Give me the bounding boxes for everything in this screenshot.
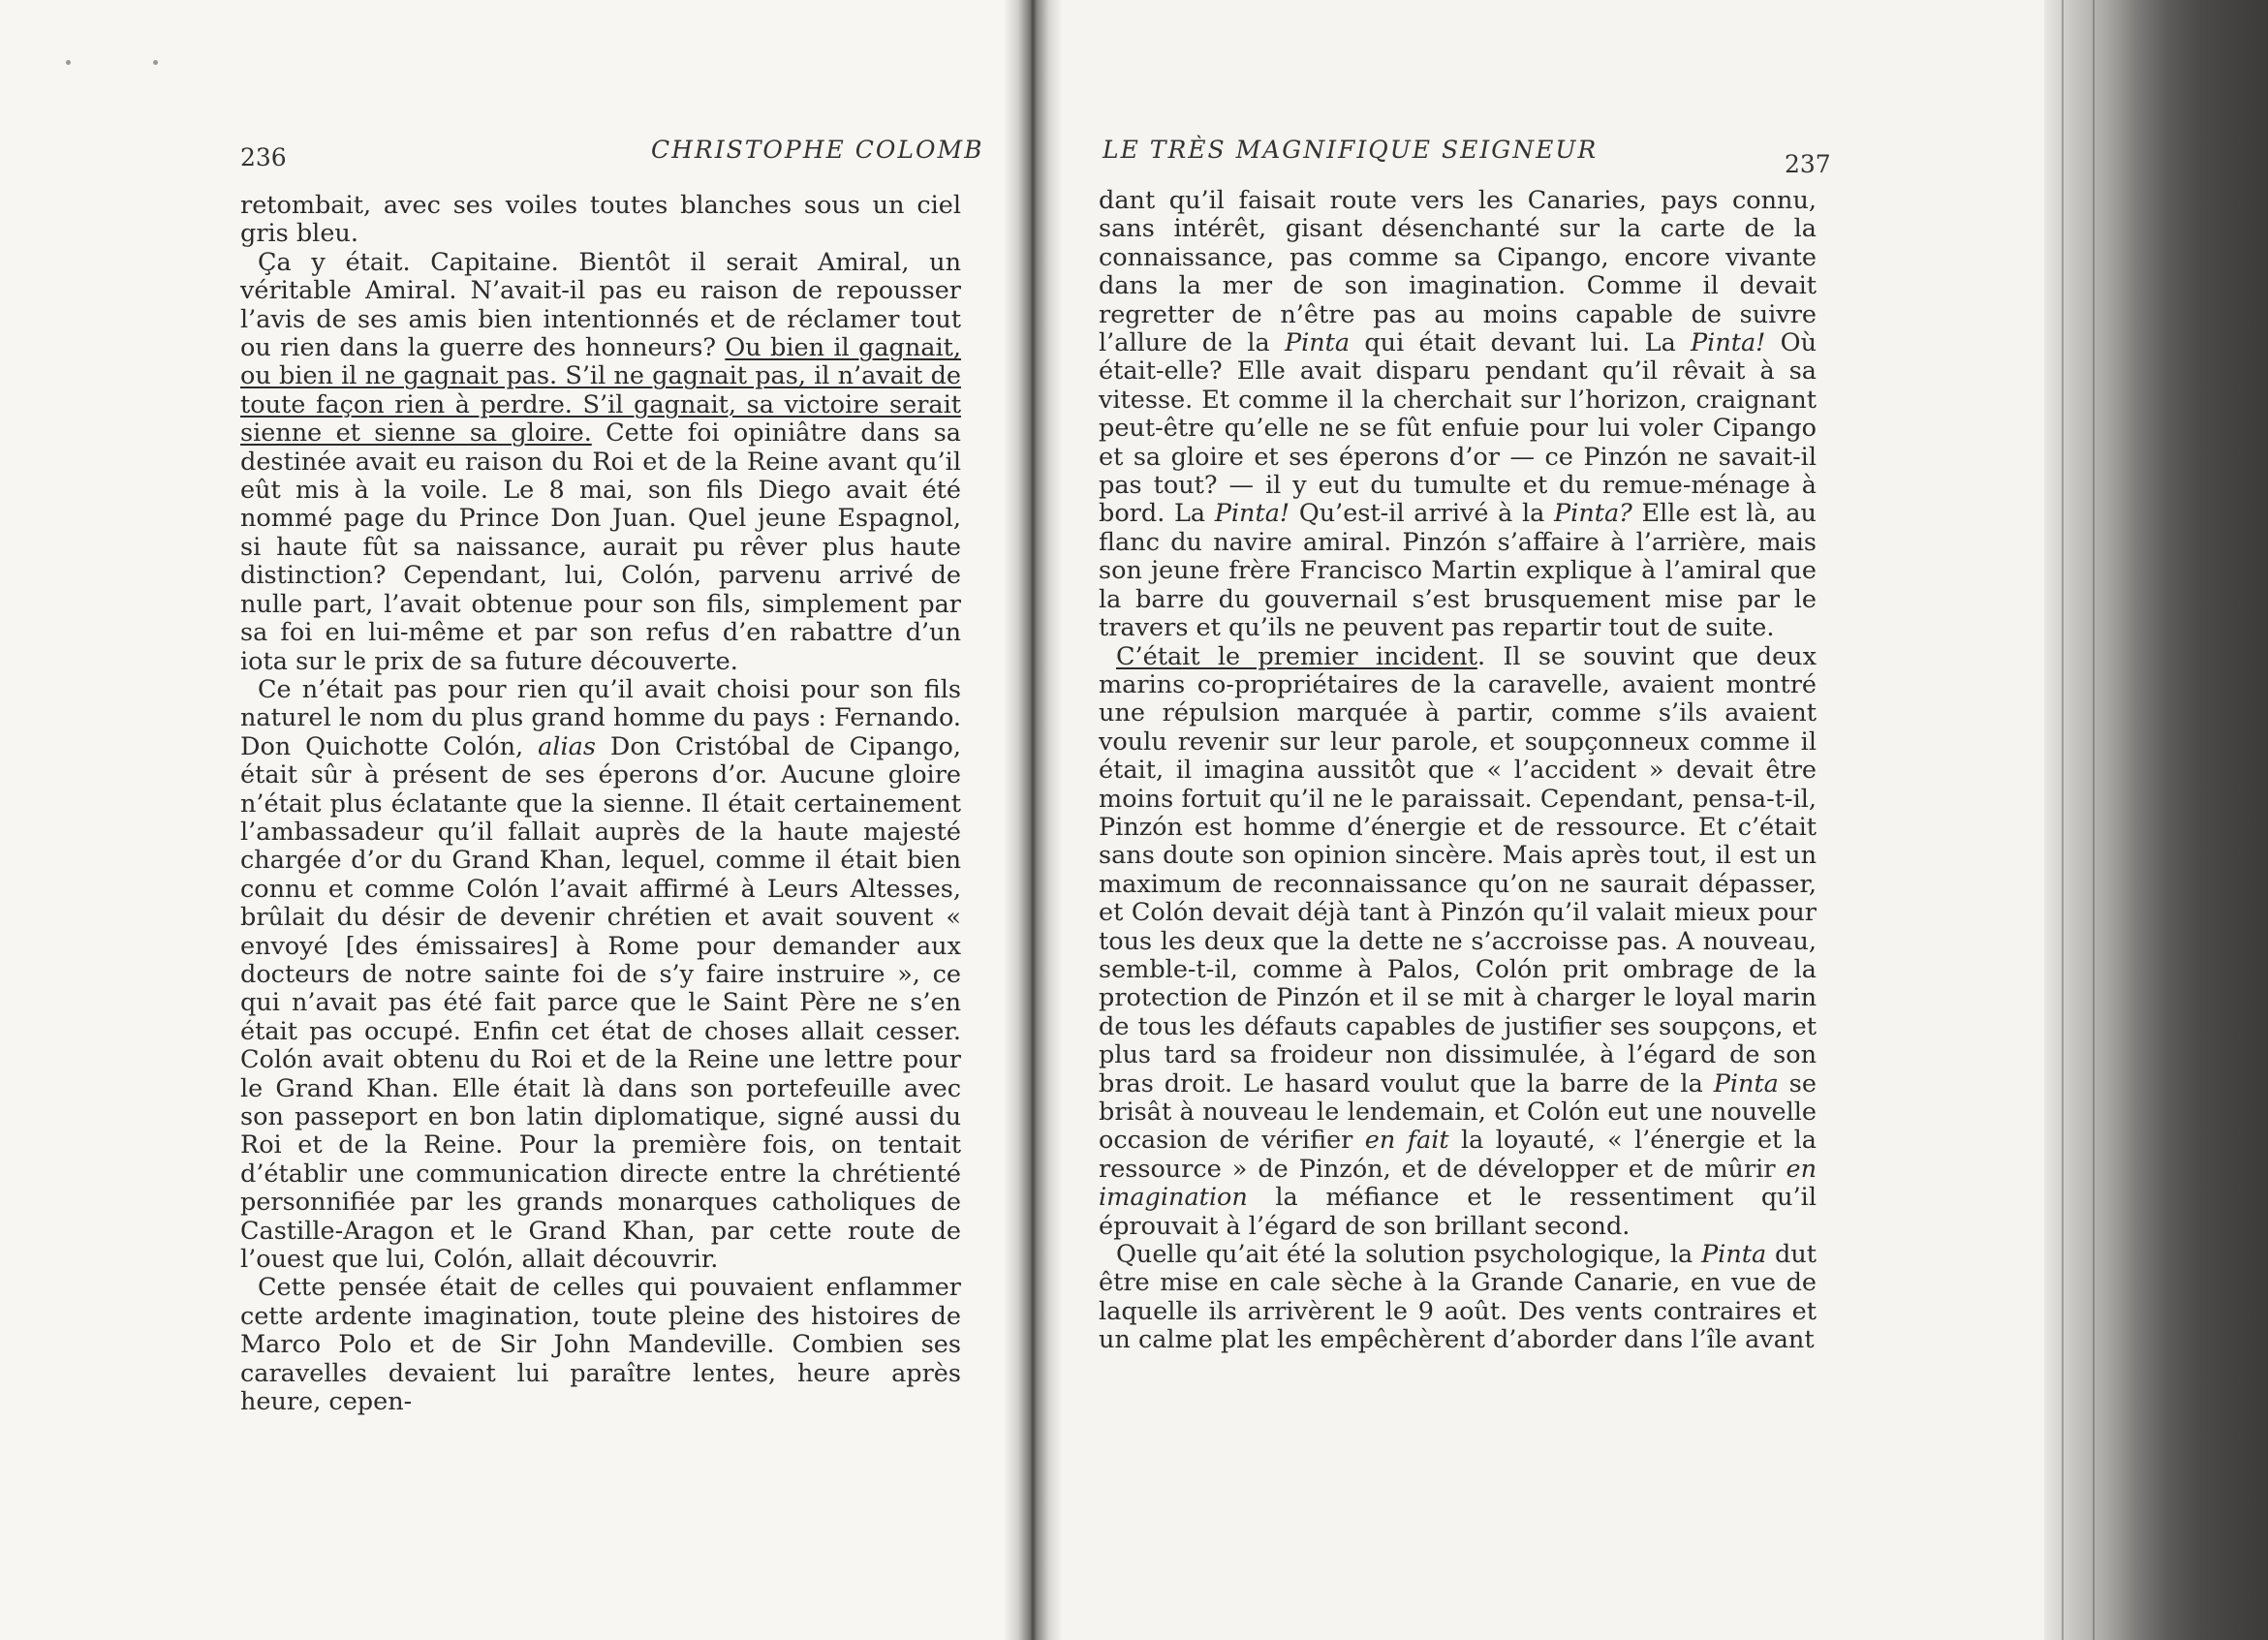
right-page-number: 237 [1785,150,1831,178]
page-edge-line [2093,0,2095,1640]
text-run: . Il se souvint que deux marins co-propriétaires de la caravelle, avaient montré une répulsion marquée à partir, comme s’ils avaient voulu revenir sur leur parole, et soupçonneux comme il était, il imagina aussitôt que « l’accident » devait être moins fortuit qu’il ne le paraissait. Cependant, pensa-t-il, Pinzón est homme d’énergie et de ressource. Et c’était sans doute son opinion sincère. Mais après tout, il est un maximum de reconnaissance qu’on ne saurait dépasser, et Colón devait déjà tant à Pinzón qu’il valait mieux pour tous les deux que la dette ne s’accroisse pas. A nouveau, semble-t-il, comme à Palos, Colón prit ombrage de la protection de Pinzón et il se mit à charger le loyal marin de tous les défauts capables de justifier ses soupçons, et plus tard sa froideur non dissimulée, à l’égard de son bras droit. Le hasard voulut que la barre de la [1099,641,1817,1098]
italic-text: Pinta! [1214,499,1290,529]
scan-speck [153,60,158,65]
italic-text: en imagination [1099,1154,1817,1213]
scan-speck [66,60,71,65]
paragraph [240,192,961,249]
left-body-text [240,192,961,1416]
page-edge-shadow [2044,0,2268,1640]
book-gutter [1004,0,1062,1640]
text-run: Où était-elle? Elle avait disparu pendant qu’il rêvait à sa vitesse. Et comme il la cherchait sur l’horizon, craignant peut-être qu’elle ne se fût enfuie pour lui voler Cipango et sa gloire et ses éperons d’or — ce Pinzón ne savait-il pas tout? — il y eut du tumulte et du remue-ménage à bord. La [1099,328,1817,529]
paragraph [1099,187,1817,643]
italic-text: en fait [1364,1126,1449,1156]
text-run: Qu’est-il arrivé à la [1289,499,1554,529]
text-run: dut être mise en cale sèche à la Grande Canarie, en vue de laquelle ils arrivèrent le 9 août. Des vents contraires et un calme plat les empêchèrent d’aborder dans l’île avant [1099,1240,1817,1355]
text-run: retombait, avec ses voiles toutes blanches sous un ciel gris bleu. [240,191,961,249]
left-page-number: 236 [240,143,287,171]
text-run: Cette pensée était de celles qui pouvaient enflammer cette ardente imagination, toute pleine des histoires de Marco Polo et de Sir John Mandeville. Combien ses caravelles devaient lui paraître lentes, heure après heure, cepen- [240,1273,961,1417]
paragraph [240,249,961,676]
right-running-head: LE TRÈS MAGNIFIQUE SEIGNEUR [1103,136,1599,164]
italic-text: Pinta [1284,328,1351,358]
right-body-text [1099,187,1817,1355]
italic-text: Pinta! [1691,328,1766,358]
page-edge-line [2062,0,2064,1640]
italic-text: Pinta [1713,1068,1779,1098]
underlined-text: Ou bien il gagnait, ou bien il ne gagnait pas. S’il ne gagnait pas, il n’avait de toute façon rien à perdre. S’il gagnait, sa victoire serait sienne et sienne sa gloire. [240,333,961,449]
text-run: Quelle qu’ait été la solution psychologique, la [1116,1240,1702,1270]
italic-text: Pinta? [1554,499,1632,529]
text-run: Ça y était. Capitaine. Bientôt il serait Amiral, un véritable Amiral. N’avait-il pas eu raison de repousser l’avis de ses amis bien intentionnés et de réclamer tout ou rien dans la guerre des honneurs? [240,247,961,363]
paragraph [1099,643,1817,1242]
text-run: la loyauté, « l’énergie et la ressource » de Pinzón, et de développer et de mûrir [1099,1126,1817,1184]
paragraph [240,1274,961,1416]
text-run: dant qu’il faisait route vers les Canaries, pays connu, sans intérêt, gisant désenchanté sur la carte de la connaissance, pas comme sa Cipango, encore vivante dans la mer de son imagination. Comme il devait regretter de n’être pas au moins capable de suivre l’allure de la [1099,186,1817,358]
left-running-head: CHRISTOPHE COLOMB [651,136,984,164]
italic-text: Pinta [1701,1240,1767,1270]
text-run: Cette foi opiniâtre dans sa destinée avait eu raison du Roi et de la Reine avant qu’il eût mis à la voile. Le 8 mai, son fils Diego avait été nommé page du Prince Don Juan. Quel jeune Espagnol, si haute fût sa naissance, aurait pu rêver plus haute distinction? Cependant, lui, Colón, parvenu arrivé de nulle part, l’avait obtenue pour son fils, simplement par sa foi en lui-même et par son refus d’en rabattre d’un iota sur le prix de sa future découverte. [240,418,961,676]
text-run: Ce n’était pas pour rien qu’il avait choisi pour son fils naturel le nom du plus grand homme du pays : Fernando. Don Quichotte Colón, [240,674,961,761]
paragraph [1099,1241,1817,1355]
underlined-text: C’était le premier incident [1116,641,1477,671]
italic-text: alias [538,731,596,761]
text-run: se brisât à nouveau le lendemain, et Colón eut une nouvelle occasion de vérifier [1099,1068,1817,1156]
text-run: Elle est là, au flanc du navire amiral. Pinzón s’affaire à l’arrière, mais son jeune frère Francisco Martin explique à l’amiral que la barre du gouvernail s’est brusquement mise par le travers et qu’ils ne peuvent pas repartir tout de suite. [1099,499,1817,643]
text-run: qui était devant lui. La [1350,328,1691,358]
paragraph [240,676,961,1275]
text-run: Don Cristóbal de Cipango, était sûr à présent de ses éperons d’or. Aucune gloire n’était plus éclatante que la sienne. Il était certainement l’ambassadeur qu’il fallait auprès de la haute majesté chargée d’or du Grand Khan, lequel, comme il était bien connu et comme Colón l’avait affirmé à Leurs Altesses, brûlait du désir de devenir chrétien et avait souvent « envoyé [des émissaires] à Rome pour demander aux docteurs de notre sainte foi de s’y faire instruire », ce qui n’avait pas été fait parce que le Saint Père ne s’en était pas occupé. Enfin cet état de choses allait cesser. Colón avait obtenu du Roi et de la Reine une lettre pour le Grand Khan. Elle était là dans son portefeuille avec son passeport en bon latin diplomatique, signé aussi du Roi et de la Reine. Pour la première fois, on tentait d’établir une communication directe entre la chrétienté personnifiée par les grands monarques catholiques de Castille-Aragon et le Grand Khan, par cette route de l’ouest que lui, Colón, allait découvrir. [240,731,961,1275]
text-run: la méfiance et le ressentiment qu’il éprouvait à l’égard de son brillant second. [1099,1183,1817,1241]
